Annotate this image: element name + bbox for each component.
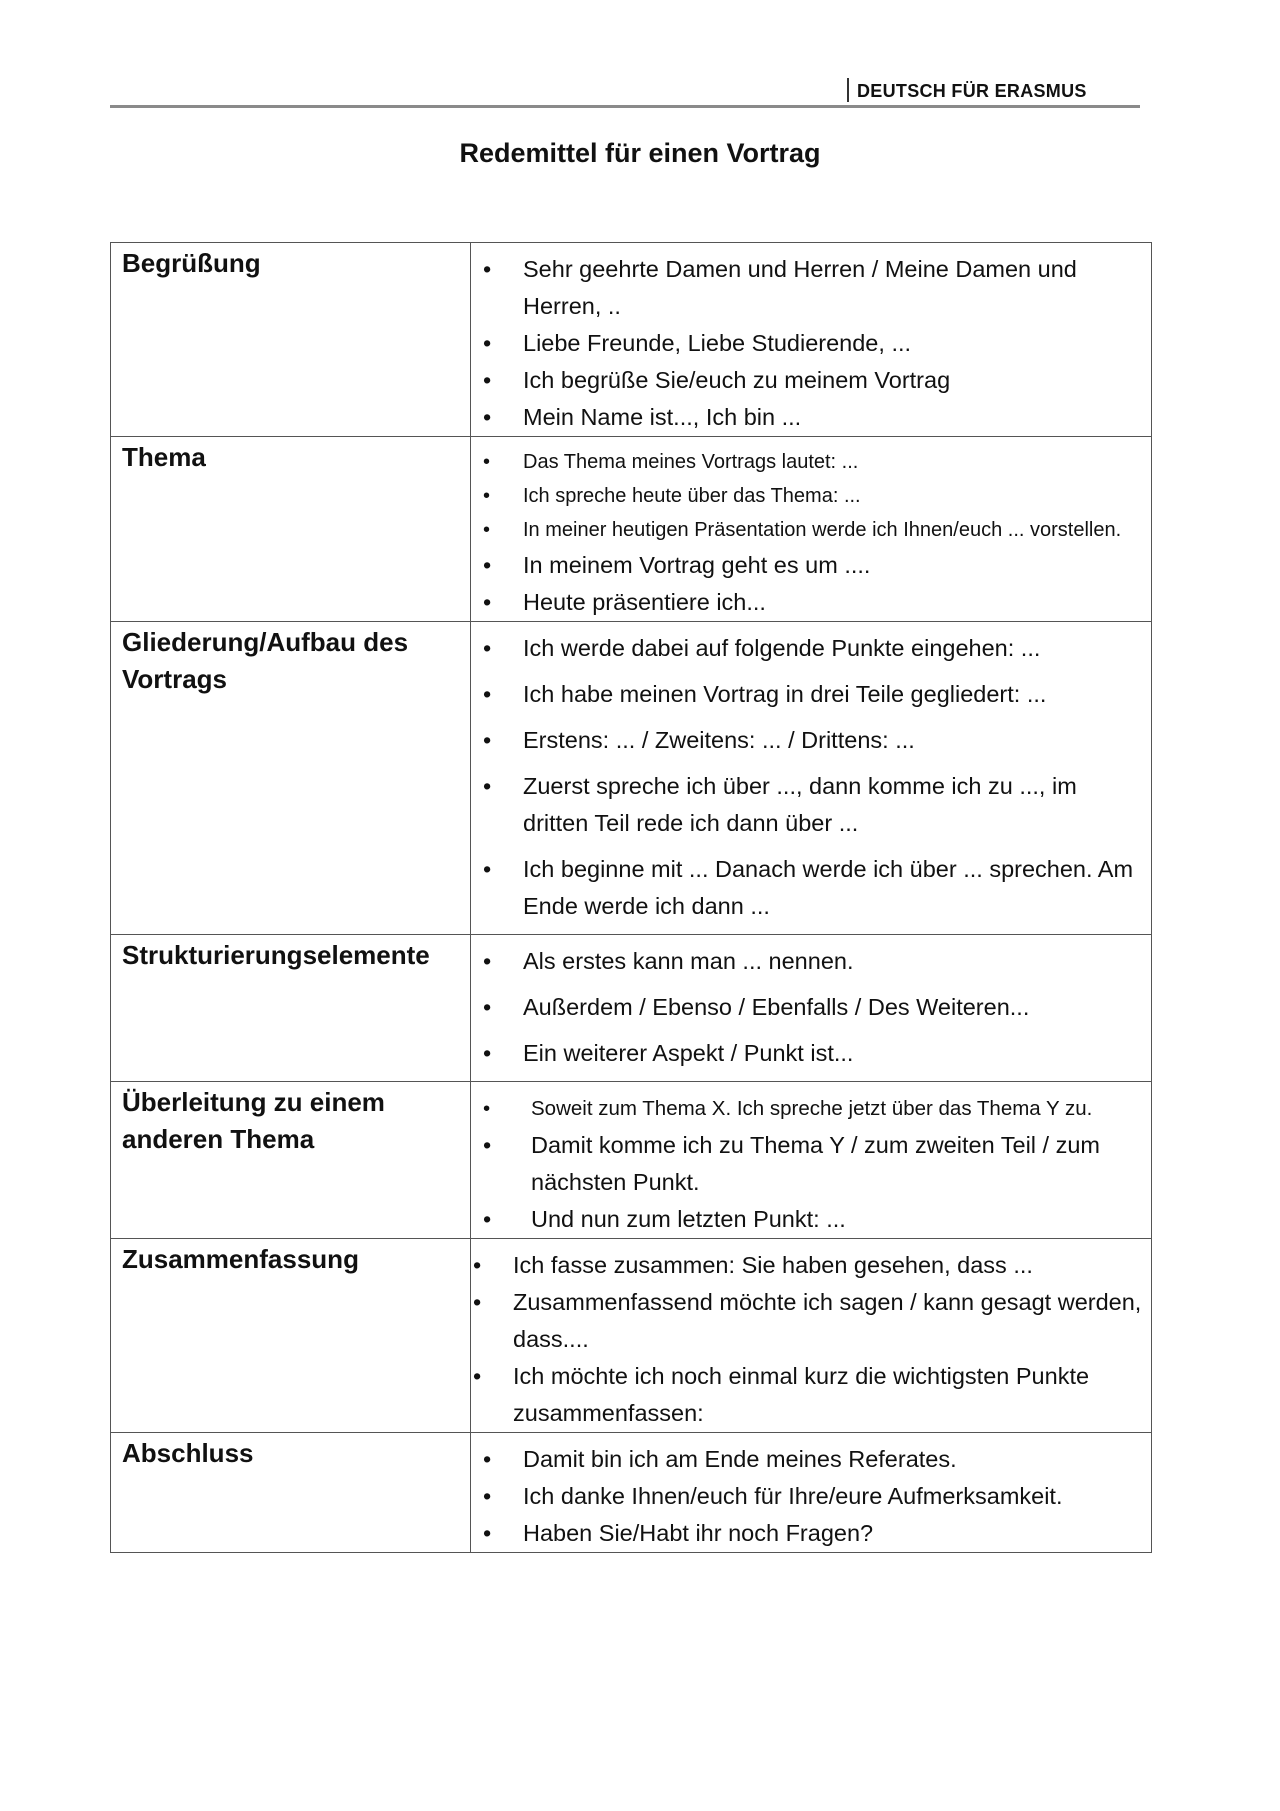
bullet-icon: • [483, 727, 492, 753]
phrase-text: Ich habe meinen Vortrag in drei Teile gegliedert: ... [523, 681, 1047, 707]
bullet-icon: • [483, 367, 492, 393]
phrase-text: Haben Sie/Habt ihr noch Fragen? [523, 1520, 874, 1546]
course-label: DEUTSCH FÜR ERASMUS [847, 78, 1087, 102]
phrase-text: Ich werde dabei auf folgende Punkte eingehen: ... [523, 635, 1041, 661]
bullet-icon: • [473, 1363, 482, 1389]
phrase-list [471, 1441, 1143, 1552]
list-item [471, 479, 1143, 513]
phrase-list-cell [471, 1433, 1152, 1553]
bullet-icon: • [483, 330, 492, 356]
phrase-text: Und nun zum letzten Punkt: ... [531, 1206, 846, 1232]
phrase-text: Als erstes kann man ... nennen. [523, 948, 854, 974]
phrase-list [471, 1090, 1143, 1238]
phrase-list [471, 630, 1143, 925]
table-row [111, 1433, 1152, 1553]
list-item [471, 1247, 1143, 1284]
phrases-table [110, 242, 1152, 1553]
table-row [111, 1082, 1152, 1239]
category-label: Gliederung/Aufbau des Vortrags [111, 622, 471, 935]
phrase-list-cell [471, 622, 1152, 935]
phrase-text: Ich begrüße Sie/euch zu meinem Vortrag [523, 367, 951, 393]
phrase-text: Zuerst spreche ich über ..., dann komme ich zu ..., im dritten Teil rede ich dann über ... [523, 773, 1077, 836]
list-item [471, 1127, 1143, 1201]
table-row [111, 935, 1152, 1082]
list-item [471, 1201, 1143, 1238]
phrase-list-cell [471, 243, 1152, 437]
list-item [471, 989, 1143, 1026]
phrase-text: Ich beginne mit ... Danach werde ich über ... sprechen. Am Ende werde ich dann ... [523, 856, 1134, 919]
list-item [471, 943, 1143, 980]
phrase-text: Ich möchte ich noch einmal kurz die wichtigsten Punkte zusammenfassen: [513, 1363, 1090, 1426]
phrase-text: Mein Name ist..., Ich bin ... [523, 404, 802, 430]
bullet-icon: • [483, 773, 492, 799]
phrase-text: Sehr geehrte Damen und Herren / Meine Damen und Herren, .. [523, 256, 1077, 319]
phrase-text: Ich fasse zusammen: Sie haben gesehen, dass ... [513, 1252, 1033, 1278]
phrase-list-cell [471, 935, 1152, 1082]
bullet-icon: • [483, 1206, 492, 1232]
bullet-icon: • [483, 1520, 492, 1546]
list-item [471, 1515, 1143, 1552]
list-item [471, 1478, 1143, 1515]
list-item [471, 325, 1143, 362]
list-item [471, 676, 1143, 713]
list-item [471, 1090, 1143, 1127]
list-item [471, 399, 1143, 436]
list-item [471, 547, 1143, 584]
phrase-text: Zusammenfassend möchte ich sagen / kann gesagt werden, dass.... [513, 1289, 1142, 1352]
category-label: Strukturierungselemente [111, 935, 471, 1082]
bullet-icon: • [483, 256, 492, 282]
bullet-icon: • [483, 635, 492, 661]
phrase-text: Das Thema meines Vortrags lautet: ... [523, 451, 859, 473]
phrase-text: Ich danke Ihnen/euch für Ihre/eure Aufmerksamkeit. [523, 1483, 1063, 1509]
list-item [471, 768, 1143, 842]
page-header [110, 78, 1140, 108]
bullet-icon: • [483, 1040, 492, 1066]
phrase-text: Ich spreche heute über das Thema: ... [523, 485, 861, 507]
category-label: Begrüßung [111, 243, 471, 437]
phrase-text: Ein weiterer Aspekt / Punkt ist... [523, 1040, 854, 1066]
table-row [111, 622, 1152, 935]
list-item [471, 851, 1143, 925]
list-item [471, 630, 1143, 667]
bullet-icon: • [473, 1289, 482, 1315]
bullet-icon: • [483, 856, 492, 882]
list-item [471, 584, 1143, 621]
phrase-text: Damit komme ich zu Thema Y / zum zweiten Teil / zum nächsten Punkt. [531, 1132, 1100, 1195]
phrase-list [471, 445, 1143, 621]
bullet-icon: • [483, 1446, 492, 1472]
phrase-text: Soweit zum Thema X. Ich spreche jetzt über das Thema Y zu. [531, 1097, 1093, 1120]
list-item [471, 722, 1143, 759]
bullet-icon: • [483, 1483, 492, 1509]
table-row [111, 1239, 1152, 1433]
category-label: Zusammenfassung [111, 1239, 471, 1433]
bullet-icon: • [483, 485, 491, 507]
list-item [471, 362, 1143, 399]
phrase-list [471, 943, 1143, 1072]
list-item [471, 1035, 1143, 1072]
phrase-list [471, 251, 1143, 436]
bullet-icon: • [473, 1252, 482, 1278]
list-item [471, 251, 1143, 325]
bullet-icon: • [483, 1132, 492, 1158]
bullet-icon: • [483, 994, 492, 1020]
list-item [471, 1284, 1143, 1358]
category-label: Thema [111, 437, 471, 622]
list-item [471, 1358, 1143, 1432]
header-rule [110, 105, 1140, 108]
bullet-icon: • [483, 948, 492, 974]
list-item [471, 445, 1143, 479]
phrase-text: In meinem Vortrag geht es um .... [523, 552, 871, 578]
bullet-icon: • [483, 552, 492, 578]
category-label: Abschluss [111, 1433, 471, 1553]
bullet-icon: • [483, 451, 491, 473]
phrase-list [471, 1247, 1143, 1432]
bullet-icon: • [483, 404, 492, 430]
category-label: Überleitung zu einem anderen Thema [111, 1082, 471, 1239]
phrase-text: Liebe Freunde, Liebe Studierende, ... [523, 330, 912, 356]
table-row [111, 437, 1152, 622]
bullet-icon: • [483, 519, 491, 541]
phrase-list-cell [471, 1239, 1152, 1433]
phrase-list-cell [471, 437, 1152, 622]
document-title: Redemittel für einen Vortrag [459, 138, 821, 168]
bullet-icon: • [483, 681, 492, 707]
phrase-text: Heute präsentiere ich... [523, 589, 766, 615]
list-item [471, 1441, 1143, 1478]
phrase-text: In meiner heutigen Präsentation werde ich Ihnen/euch ... vorstellen. [523, 519, 1122, 541]
phrase-text: Außerdem / Ebenso / Ebenfalls / Des Weiteren... [523, 994, 1030, 1020]
list-item [471, 513, 1143, 547]
phrase-text: Erstens: ... / Zweitens: ... / Drittens: ... [523, 727, 915, 753]
phrase-text: Damit bin ich am Ende meines Referates. [523, 1446, 957, 1472]
phrase-list-cell [471, 1082, 1152, 1239]
bullet-icon: • [483, 1097, 491, 1120]
bullet-icon: • [483, 589, 492, 615]
table-row [111, 243, 1152, 437]
